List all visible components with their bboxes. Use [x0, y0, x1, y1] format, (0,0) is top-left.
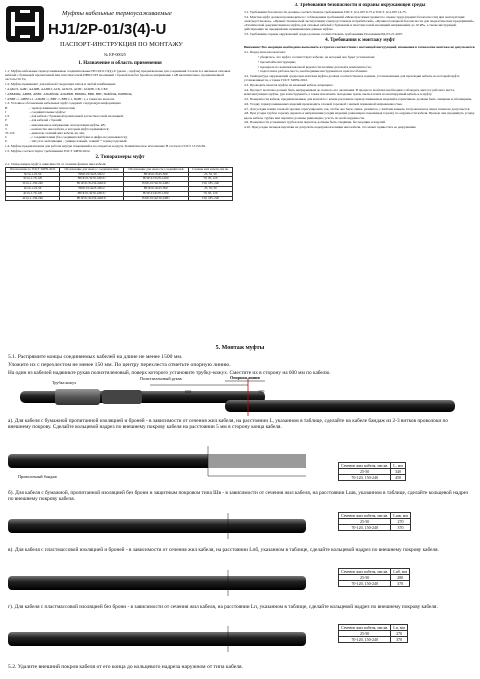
header-doc-no: № ЕР-00025 [104, 52, 126, 57]
sec4-p9: 4.9. Поверхности усаженных трубок или перчаток должны быть гладкими, без морщин и вздутий. [244, 120, 386, 125]
sec4-b1: • убедитесь, что муфта соответствует кабелю, на который она будет установлена; [258, 55, 376, 59]
sec4-p5: 4.5. Поверхности кабеля, предназначенные для контакта с клеем-расплавом термоусаживаемых изделий и герметиком, должны быть очищены и обезжирены. [244, 96, 473, 101]
sec5-title: 5. Монтаж муфты [215, 345, 265, 351]
legend-value: – для кабелей с бронёй; [29, 118, 63, 123]
table-header-cell: Обозначение для заказа без соединителей [124, 167, 189, 172]
sec1-p4: • АВББШв, АВВБ, АВВГ, АПвБбШв, АПвВБВ, ВББШв, ВВБ, ВВГ, ПвБбШв, ПвВБШв; [5, 91, 133, 96]
table-cell: 70-120, 150-240 [339, 637, 391, 643]
sec5-p2: Уложите их с перехлестом не менее 150 мм. По центру перехлеста отметьте опорную линию. [8, 362, 231, 368]
sec4-b2: • прочитайте инструкцию; [258, 59, 297, 64]
table-cell: HJ1P-01/4x25-50U [124, 187, 189, 192]
sec5-p3: На один из кабелей надвиньте рукав полиэтиленовый, поверх которого установите трубку-кожух. Сместите их в сторону на 600 мм по кабелю. [8, 370, 331, 376]
table-cell: HJ1P-01/3x25-50CU [60, 172, 124, 177]
figure-g [8, 624, 308, 654]
table-cell: Lпб, мм [391, 569, 410, 575]
table-cell: 4Стп-1-70-120 [6, 191, 60, 196]
sec1-p3: • ААБ2Л, АаБГ, ААШВ, ААШП, АСБ, АСБ2Л, АСБГ, АСШВ, СБ, СБГ; [5, 87, 109, 91]
sec2-title: 2. Типоразмеры муфт [95, 155, 145, 161]
table-cell: 4Стп-1-150-240 [6, 196, 60, 201]
cable-g [8, 632, 306, 646]
left-column [5, 60, 235, 342]
poly-sleeve [102, 390, 142, 404]
table-cell: 370 [391, 581, 410, 587]
sec1-p7: 1.4. Муфты предназначены для работы внутри помещений и на открытом воздухе. Климатическое исполнение Н согласно ГОСТ 15150-69. [5, 144, 206, 149]
cable-a-cut [208, 454, 306, 468]
legend-value: – термоусаживаемая технология; [29, 106, 76, 111]
figure-cable-overlap [20, 378, 460, 416]
table-cell: HJ1P-01/4x25-50CU [60, 187, 124, 192]
header-model: HJ1/2P-01/3(4)-U [48, 21, 167, 38]
sec4-warning: Внимание! Все операции необходимо выполнять в строгом соответствии с настоящей инструкцией, изменения в технологии монтажа не допускаются. [244, 45, 476, 50]
table-cell: HJ1P-01/4x150-240U [124, 196, 189, 201]
header-subtitle: Муфты кабельные термоусаживаемые [62, 10, 172, 17]
table-cell: Сечение жил кабеля, мм кв. [339, 625, 391, 631]
sec4-p7: 4.7. Для усадки пламя газовой горелки отрегулировать так, чтобы оно было синее, размытое, с жёлтым языком. Остроконечное синее пламя не допускается. [244, 106, 471, 111]
table-cell: HJ1P-01/3x70-120U [124, 177, 189, 182]
header-doc-type: ПАСПОРТ-ИНСТРУКЦИЯ ПО МОНТАЖУ [60, 41, 183, 48]
table-cell: 150, 185, 240 [188, 182, 232, 187]
label-tube: Трубка кожух [52, 380, 77, 385]
legend-key: 3 [5, 126, 7, 131]
legend-value: – с соединителями (без соединителей буква и цифра не указываются); [29, 134, 128, 139]
table-cell: 450 [391, 475, 406, 481]
table-cell: 25, 35, 50 [188, 187, 232, 192]
table-cell: 270 [391, 519, 410, 525]
table-cell: 70-120, 150-240 [339, 525, 391, 531]
sec1-title: 1. Назначение и область применения [78, 61, 162, 66]
table-cell: 3Стп-1-70-120 [6, 177, 60, 182]
sec4-p2: 4.2. Температура окружающей среды при монтаже муфты должна соответствовать нормам, установленным для прокладки кабеля, на который муфта устанавливается, а также ГОСТ 34839-2022. [244, 74, 460, 83]
table-g [338, 624, 408, 643]
right-column [244, 3, 476, 343]
legend-value: – тип узла экспликации – универсальный, тонкий "" термоусадочный. [29, 138, 128, 143]
table-cell: 25, 35, 50 [188, 172, 232, 177]
table-v [338, 568, 410, 587]
label-wire-band: Проволочный бандаж [18, 474, 57, 479]
table-cell: Сечение жил кабеля, мм кв. [339, 513, 391, 519]
table-cell: 340 [391, 469, 406, 475]
sec1-p8: 1.5. Муфты соответствуют требованиям ГОСТ 34839-2022. [5, 148, 91, 153]
sec4-p10: 4.10. При усадке пальцев перчатки не допускать перегрева изоляции жил кабеля, что может привести к ее разрушению [244, 125, 417, 130]
legend-key: H [5, 106, 8, 111]
label-reference: Опорная линия [230, 375, 260, 380]
sleeve-tube [55, 389, 100, 405]
legend-value: – для кабеля с бумажной пропитанной и пластмассовой изоляцией; [29, 114, 124, 119]
table-cell: Lп, мм [391, 625, 408, 631]
figure-v [8, 568, 308, 598]
table-cell: HJ1P-01/3x70-120CU [60, 177, 124, 182]
label-sleeve: Полиэтиленовый рукав [140, 376, 182, 381]
legend-key: U [5, 138, 8, 143]
step-v-text: в). Для кабеля с пластмассовой изоляцией и броней - в зависимости от сечения жил кабеля, на расстоянии Lпб, указанном в таблице, сделайте кольцевой надрез по внешнему покрову кабеля. [8, 547, 439, 553]
table-cell: 70, 95, 120 [188, 191, 232, 196]
step-g-text: г). Для кабеля с пластмассовой изоляцией без брони - в зависимости от сечения жил кабеля, на расстоянии Lп, указанном в таблице, сделайте кольцевой надрез по внешнему покрову кабеля. [8, 604, 438, 610]
table-cell: 3Стп-1-25-50 [6, 172, 60, 177]
legend-value: – диапазон сечений жил кабеля, кв. мм; [29, 130, 85, 135]
sec4-p8: 4.8. При усадке трубок горелку держать в направлении усадки изделий, равномерно перемещая горелку по окружности кабеля. Прежде чем продвинуть усадку вдоль кабеля, трубка или перчатка должны равномерно усесть по всей окружности. [244, 111, 475, 120]
sizes-table [5, 167, 233, 202]
table-cell: 3Стп-1-150-240 [6, 182, 60, 187]
table-cell: Сечение жил кабеля, мм кв. [339, 569, 391, 575]
sec3-p2: 3.2. Монтаж муфт должен производиться с соблюдением требований «Межотраслевых правил по охране труда (правил безопасности) при эксплуатации электроустановок», «Правил технической эксплуатации электроустановок потребителей», «Правил пожарной безопасности для энергетических предприятий», «Технической документации на муфты для силовых кабелей с бумажной и пластмассовой изоляцией напряжением до 10 кВ», а также инструкций, действующих на предприятии, применяющем данные муфты. [244, 14, 475, 32]
table-cell: 270 [391, 631, 408, 637]
table-cell: HJ1P-01/4x70-120U [124, 191, 189, 196]
company-logo [6, 6, 44, 42]
table-header-cell: Обозначение для заказа с соединителями [60, 167, 124, 172]
sec4-p3: 4.3. Проводить монтаж муфты на влажный кабель запрещено. [244, 83, 334, 88]
sec3-title: 3. Требования безопасности и охраны окружающей среды [294, 3, 426, 8]
table-cell: Lшв, мм [391, 513, 410, 519]
table-cell: HJ1P-01/4x150-240CU [60, 196, 124, 201]
legend-item [5, 139, 235, 143]
legend-list [5, 106, 235, 143]
sec4-p1: 4.1. Перед началом монтажа: [244, 50, 286, 55]
label-150: 150 [258, 389, 265, 394]
sec1-p6: 1.3. Условное обозначение кабельных муфт содержит следующую информацию: [5, 101, 122, 106]
sec1-p5: • АВВГ-1, АВВГз-1, АПвВГ-1, ВВГ-1, ВВГз-1, ПвВГ-1, а также их аналоги. [5, 96, 115, 101]
table-a [338, 462, 406, 481]
sec5-p52: 5.2. Удалите внешний покров кабеля от его конца до кольцевого надреза наружном от типа кабеля. [8, 664, 243, 670]
table-cell: 370 [391, 637, 408, 643]
sec4-p4: 4.4. Процесс монтажа должен быть непрерывным до полного его окончания. В процессе монтажа необходимо соблюдать чистоту рабочего места, комплектующих муфты, рук и инструмента, а также исключить попадание грязи, пыли и влаги на монтируемый кабель и в муфту. [244, 87, 455, 97]
label-600: 600 [185, 389, 192, 394]
table-cell: 4Стп-1-25-50 [6, 187, 60, 192]
table-header-cell: Обозначение по ГОСТ 34839-2022 [6, 167, 60, 172]
step-a-text: а). Для кабеля с бумажной пропитанной изоляцией и броней - в зависимости от сечения жил кабеля, на расстоянии L, указанном в таблице, сделайте на кабеле бандаж из 2-3 витков проволоки по внешнему покрову. Сделайте кольцевой надрез по внешнему покрову кабеля на расстоянии 5 мм в сторону конца кабеля. [8, 418, 449, 431]
legend-value: – соединительные муфты; [29, 110, 66, 115]
legend-key: J [5, 110, 7, 115]
sec5-p1: 5.1. Распрямите концы соединяемых кабелей на длине не менее 1500 мм. [8, 354, 183, 360]
table-cell: 25-50 [339, 631, 391, 637]
sec2-p1: 2.1. Типоразмеры муфт в зависимости от сечения фазных жил кабеля: [5, 162, 107, 167]
sec1-p1: 1.1. Муфты кабельные термоусаживаемые соединительные HJ1/2P-01/3(4)-U (далее – муфты) предназначены для соединения 3-х или 4-х жильных силовых кабелей с бумажной пропитанной или пластмассовой ПВХ/СПЭ изоляцией с броней или без брони на напряжение 1 кВ включительно, промышленной частоты 50 Гц. [5, 69, 231, 82]
table-row [6, 196, 233, 201]
table-cell: 25-50 [339, 575, 391, 581]
legend-value: – количество жил кабеля, к которым муфта применяется; [29, 126, 110, 131]
table-cell: L, мм [391, 463, 406, 469]
table-cell: 370 [391, 525, 410, 531]
table-cell: 70, 95, 120 [188, 177, 232, 182]
cable-v [8, 576, 306, 590]
sec4-title: 4. Требования к монтажу муфт [325, 38, 395, 44]
table-cell: HJ1P-01/4x70-120CU [60, 191, 124, 196]
legend-key: 1/2 [5, 114, 10, 119]
sec3-p1: 3.1. Требования безопасности должны соответствовать требованиям ГОСТ 12.2.007.0-75 и ГОСТ 12.2.007.14-75. [244, 10, 407, 14]
legend-key: 70-120 [5, 130, 15, 135]
sec4-b3: • проверьте по комплектовочной ведомости наличие деталей и комплектность; [258, 64, 372, 69]
table-cell: Сечение жил кабеля, мм кв. [339, 463, 391, 469]
table-cell: 70-120, 150-240 [339, 475, 391, 481]
sec4-p6: 4.6. Усадку термоусаживаемых изделий производить газовой горелкой с мягкой пламенной направленностью. [244, 101, 403, 106]
table-b [338, 512, 411, 531]
legend-key: C [5, 134, 8, 139]
table-cell: 25-50 [339, 469, 391, 475]
cable-right [225, 400, 455, 412]
table-cell: 150, 185, 240 [188, 196, 232, 201]
table-cell: HJ1P-01/3x150-240U [124, 182, 189, 187]
table-cell: 25-50 [339, 519, 391, 525]
sec4-b4: • подготовьте рабочее место, необходимые инструменты и приспособления. [258, 69, 368, 74]
legend-key: P [5, 118, 7, 123]
table-header-cell: Сечение жил кабеля, мм кв. [188, 167, 232, 172]
table-cell: HJ1P-01/3x25-50U [124, 172, 189, 177]
legend-key: 01 [5, 122, 9, 127]
cable-b [8, 519, 306, 533]
sec3-p3: 3.3. Требования охраны окружающей среды должны соответствовать требованиям Положения РД-03-21-2007. [244, 32, 404, 37]
sec1-p2: 1.2. Муфты применяют для кабелей следующих типов и любой комбинации: [5, 82, 116, 87]
table-cell: 280 [391, 575, 410, 581]
table-cell: 70-120, 150-240 [339, 581, 391, 587]
legend-value: – максимальное напряжение эксплуатации муфты, кВ; [29, 122, 106, 127]
figure-b [8, 511, 308, 541]
step-b-text: б). Для кабеля с бумажной, пропитанной изоляцией без брони и защитным покровом типа Шв - в зависимости от сечения жил кабеля, на расстоянии Lшв, указанном в таблице, сделайте кольцевой надрез по внешнему покрову кабеля. [8, 490, 469, 503]
table-cell: HJ1P-01/3x150-240CU [60, 182, 124, 187]
